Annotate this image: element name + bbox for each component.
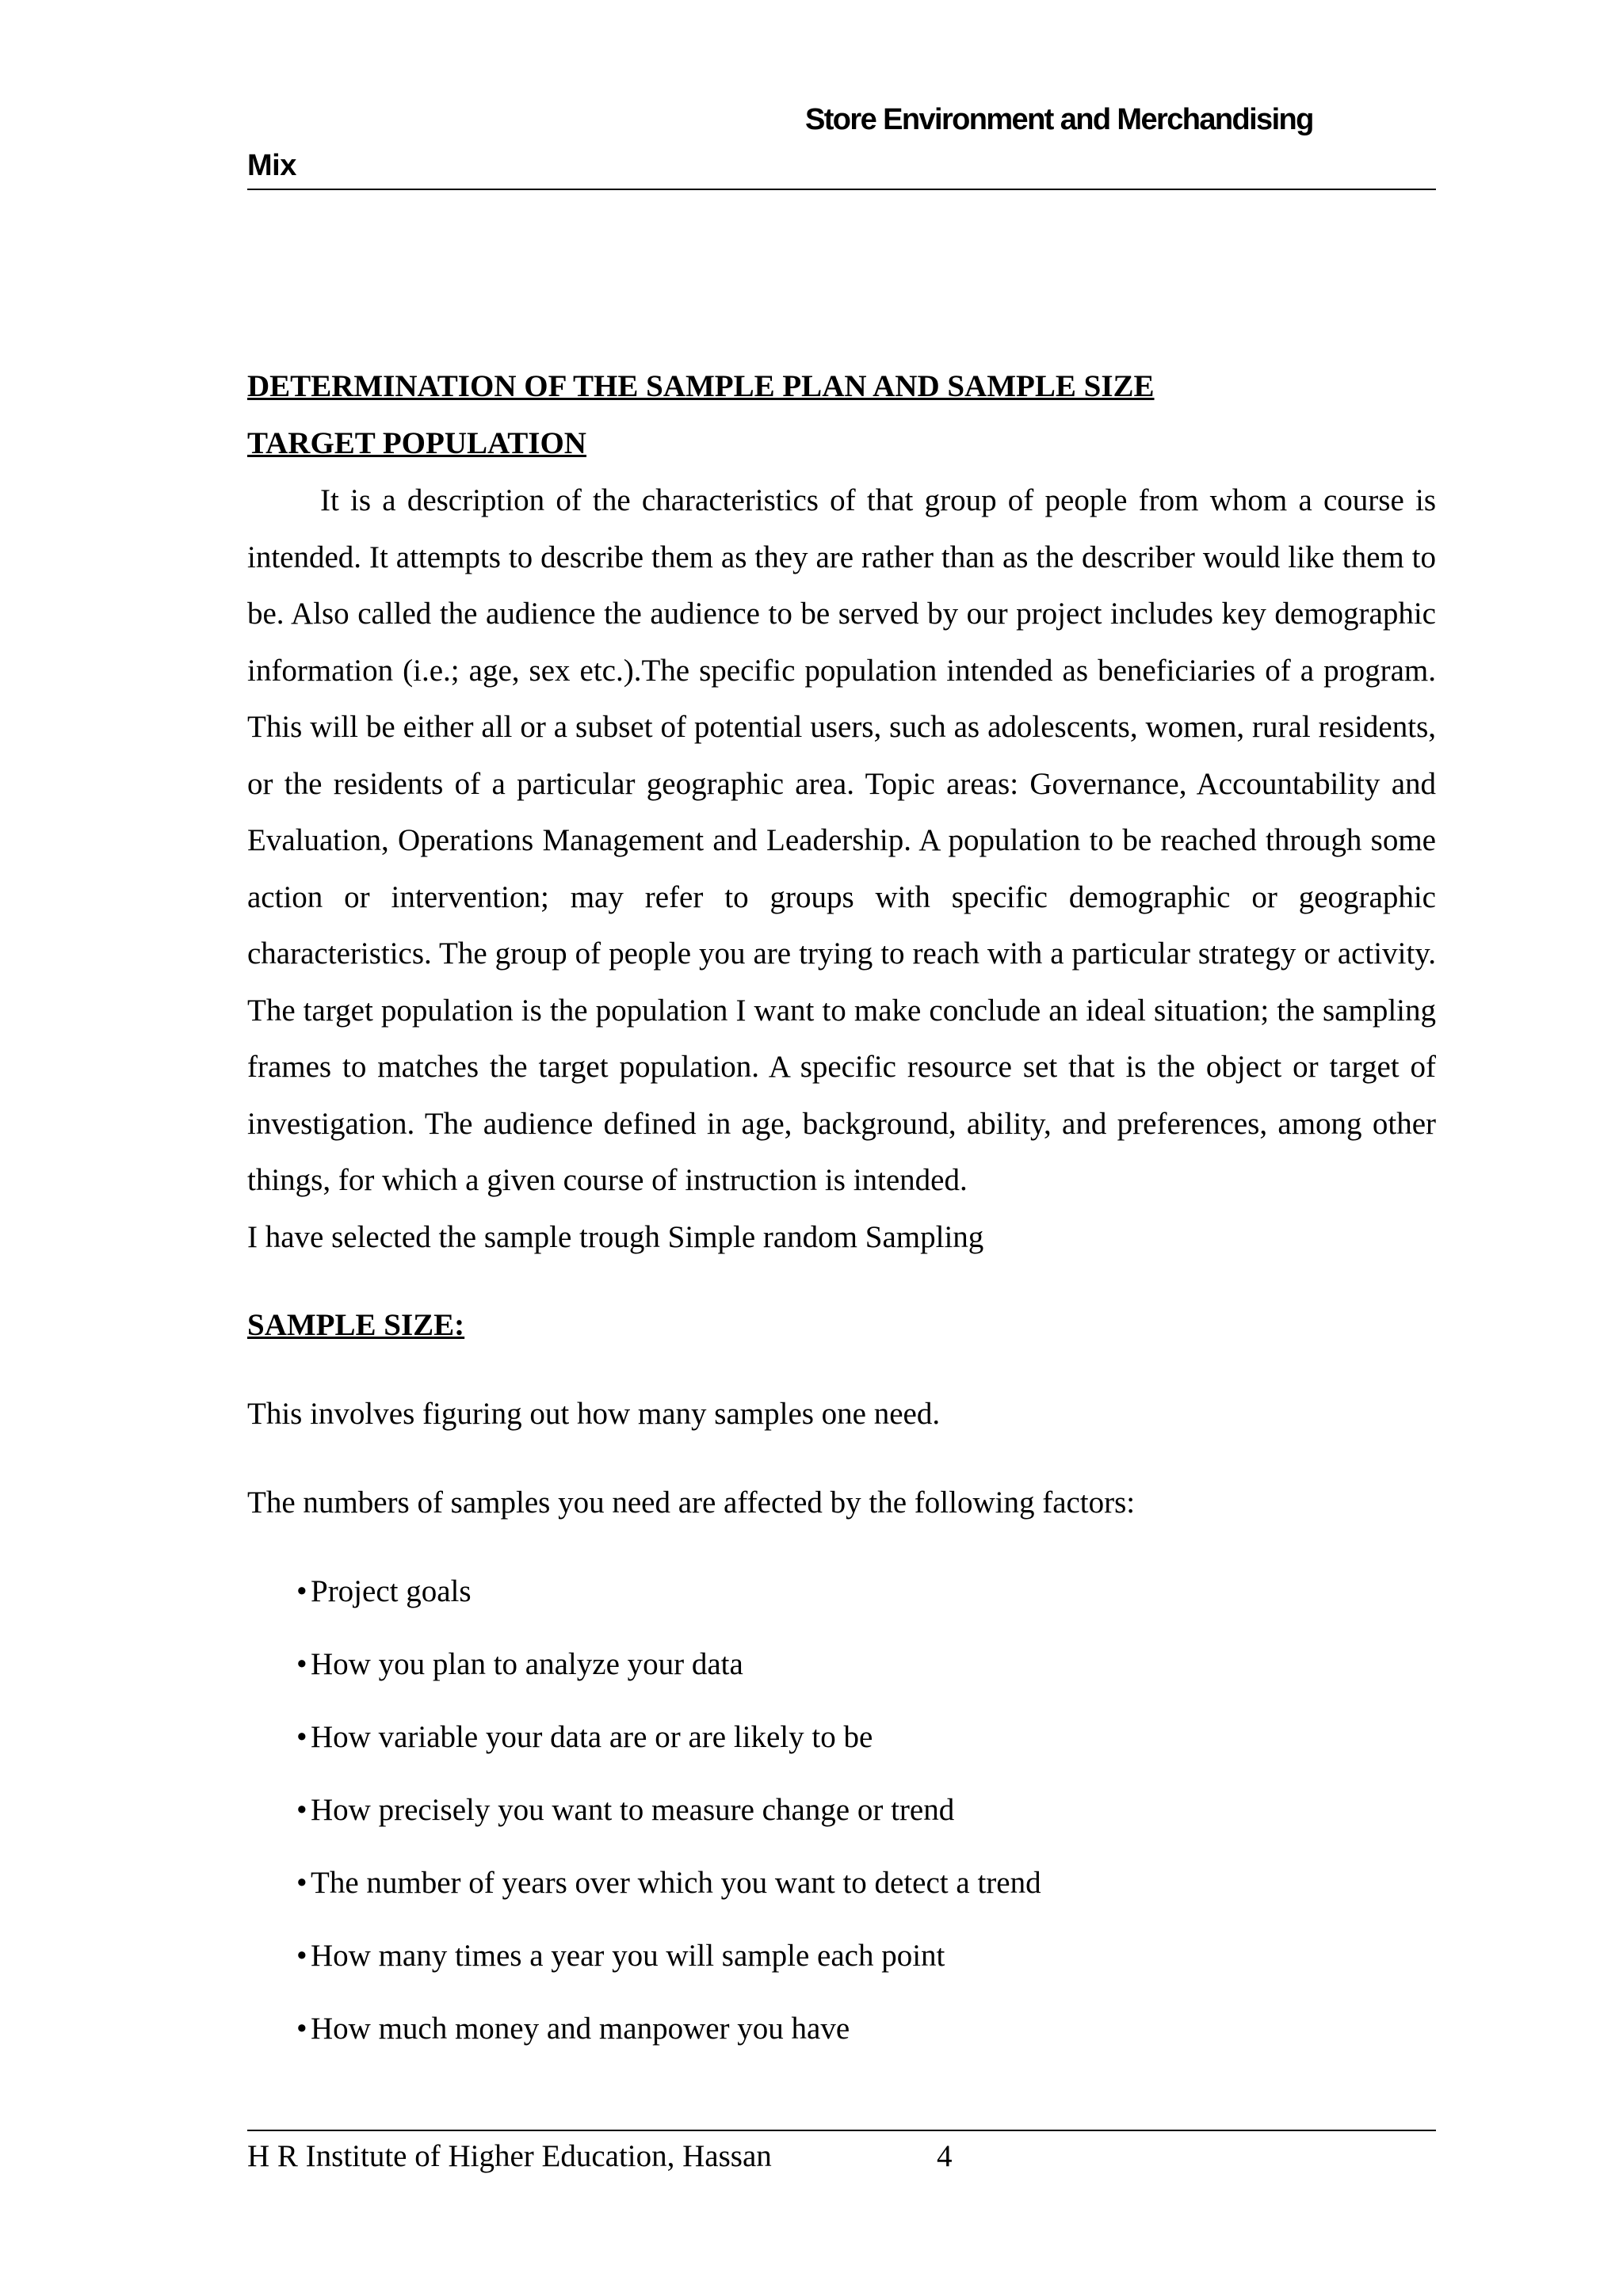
- factor-text: Project goals: [311, 1574, 472, 1608]
- factor-text: How much money and manpower you have: [311, 2012, 850, 2046]
- sample-size-intro: This involves figuring out how many samples one need.: [247, 1397, 941, 1431]
- factor-text: How you plan to analyze your data: [311, 1647, 743, 1681]
- running-header-title: Store Environment and Merchandising: [805, 103, 1313, 136]
- factor-text: How precisely you want to measure change or trend: [311, 1793, 955, 1827]
- sample-size-heading: SAMPLE SIZE:: [247, 1308, 465, 1342]
- factors-intro: The numbers of samples you need are affected by the following factors:: [247, 1486, 1136, 1520]
- list-item: [296, 1855, 1436, 1912]
- footer-rule: [247, 2130, 1436, 2131]
- factors-list: [296, 1563, 1436, 2058]
- header-rule: [247, 189, 1436, 190]
- page-body: [247, 358, 1436, 2073]
- bullet-icon: •: [296, 2012, 307, 2046]
- bullet-icon: •: [296, 1866, 307, 1900]
- page-number: 4: [937, 2139, 953, 2173]
- target-population-paragraph: It is a description of the characteristics of that group of people from whom a course is intended. It attempts to describe them as they are rather than as the describer would like them to be. Also called the audience the audience to be served by our project includes key demographic information (i.e.; age, sex etc.).The specific population intended as beneficiaries of a program. This will be either all or a subset of potential users, such as adolescents, women, rural residents, or the residents of a particular geographic area. Topic areas: Governance, Accountability and Evaluation, Operations Management and Leadership. A population to be reached through some action or intervention; may refer to groups with specific demographic or geographic characteristics. The group of people you are trying to reach with a particular strategy or activity. The target population is the population I want to make conclude an ideal situation; the sampling frames to matches the target population. A specific resource set that is the object or target of investigation. The audience defined in age, background, ability, and preferences, among other things, for which a given course of instruction is intended.: [247, 483, 1436, 1197]
- list-item: [296, 1709, 1436, 1766]
- list-item: [296, 1636, 1436, 1693]
- footer-institution: H R Institute of Higher Education, Hassan: [247, 2139, 772, 2173]
- factor-text: The number of years over which you want to detect a trend: [311, 1866, 1041, 1900]
- bullet-icon: •: [296, 1720, 307, 1754]
- running-header-subtitle: Mix: [247, 149, 296, 182]
- target-population-heading: TARGET POPULATION: [247, 426, 586, 460]
- bullet-icon: •: [296, 1574, 307, 1608]
- list-item: [296, 1928, 1436, 1985]
- sampling-method-line: I have selected the sample trough Simple random Sampling: [247, 1219, 984, 1254]
- bullet-icon: •: [296, 1647, 307, 1681]
- list-item: [296, 1563, 1436, 1620]
- factor-text: How many times a year you will sample each point: [311, 1939, 945, 1973]
- bullet-icon: •: [296, 1793, 307, 1827]
- main-heading: DETERMINATION OF THE SAMPLE PLAN AND SAMPLE SIZE: [247, 369, 1155, 403]
- list-item: [296, 1782, 1436, 1839]
- factor-text: How variable your data are or are likely to be: [311, 1720, 873, 1754]
- list-item: [296, 2000, 1436, 2058]
- bullet-icon: •: [296, 1939, 307, 1973]
